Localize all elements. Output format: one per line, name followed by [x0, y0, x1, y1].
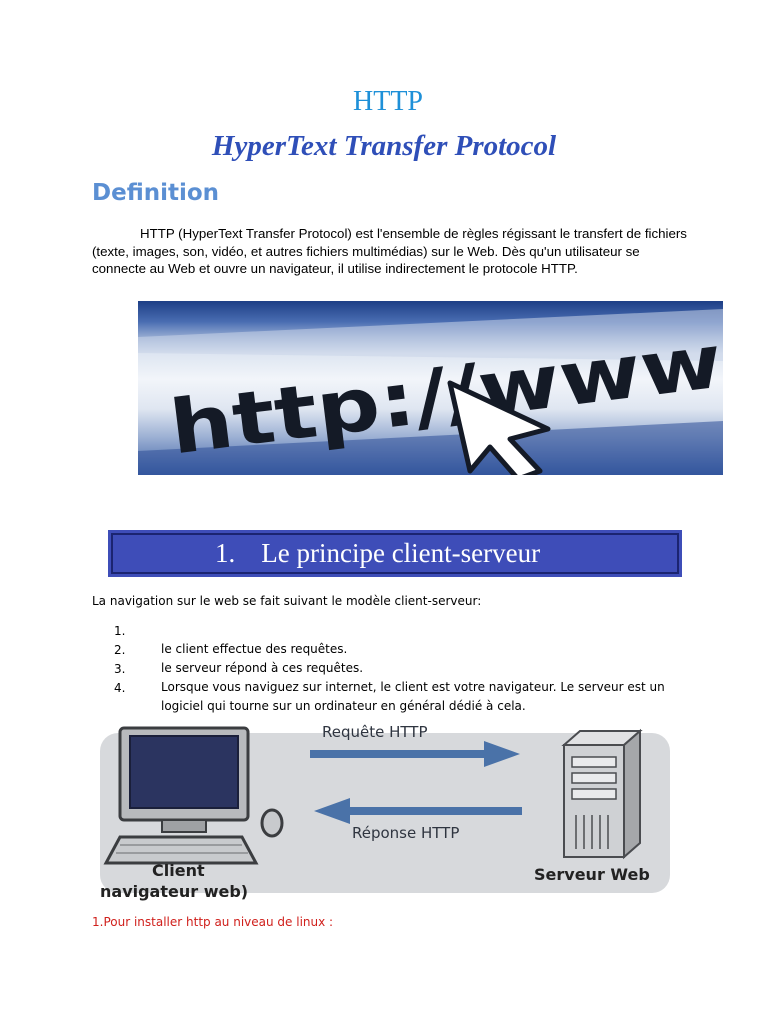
page-title: HTTP [353, 86, 423, 117]
arrow-right-icon [310, 741, 520, 767]
navigation-intro: La navigation sur le web se fait suivant le modèle client-serveur: [92, 594, 482, 608]
list-number: 1. [114, 624, 126, 638]
install-instruction: 1.Pour installer http au niveau de linux : [92, 915, 334, 929]
banner-http-text: http://www [165, 329, 638, 472]
list-number: 3. [114, 662, 126, 676]
definition-text: HTTP (HyperText Transfer Protocol) est l'ensemble de règles régissant le transfert de fichiers (texte, images, son, vidéo, et autres fichiers multimédias) sur le Web. Dès qu'un utilisateur se connecte au Web et ouvre un navigateur, il utilise indirectement le protocole HTTP. [92, 226, 687, 276]
arrow-left-icon [314, 798, 522, 824]
list-item-text: Lorsque vous naviguez sur internet, le client est votre navigateur. Le serveur est un logiciel qui tourne sur un ordinateur en général dédié à cela. [161, 680, 665, 713]
http-banner-image [138, 301, 723, 475]
definition-heading: Definition [92, 180, 220, 206]
list-number: 4. [114, 681, 126, 695]
list-item-text: le serveur répond à ces requêtes. [161, 661, 364, 675]
page-subtitle: HyperText Transfer Protocol [211, 130, 557, 162]
list-item-text: le client effectue des requêtes. [161, 642, 348, 656]
response-label: Réponse HTTP [352, 824, 460, 842]
request-label: Requête HTTP [322, 723, 428, 741]
section-heading-box [108, 530, 682, 577]
section-number: 1. [215, 538, 236, 568]
client-label: Client [152, 861, 205, 880]
section-title: Le principe client-serveur [261, 538, 541, 568]
client-sublabel: navigateur web) [100, 882, 249, 901]
list-number: 2. [114, 643, 126, 657]
server-icon [564, 731, 640, 857]
computer-icon [106, 728, 282, 863]
definition-paragraph [92, 225, 692, 278]
server-label: Serveur Web [534, 865, 650, 884]
